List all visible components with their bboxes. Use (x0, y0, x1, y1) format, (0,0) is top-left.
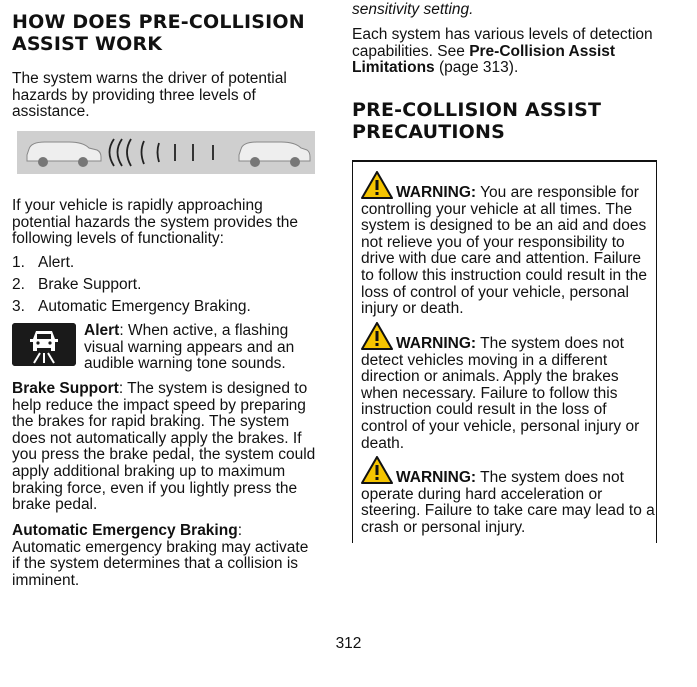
capabilities-paragraph: Each system has various levels of detection capabilities. See Pre-Collision Assist Limitations (page 313). (352, 26, 653, 77)
pre-collision-vehicles-illustration (17, 131, 315, 174)
levels-list (12, 252, 322, 318)
warning-3: WARNING: The system does not operate during hard acceleration or steering. Failure to take care may lead to a crash or personal injury. (361, 456, 656, 536)
top-fragment: sensitivity setting. (352, 1, 474, 18)
alert-description: Alert: When active, a flashing visual warning appears and an audible warning tone sounds. (84, 322, 295, 373)
list-item: 2. Brake Support. (12, 276, 142, 293)
aeb-term: Automatic Emergency Braking (12, 522, 238, 539)
warning-triangle-icon (361, 322, 393, 350)
warning-triangle-icon (361, 171, 393, 199)
limitations-link[interactable]: Pre-Collision Assist Limitations (352, 42, 616, 77)
levels-intro-paragraph: If your vehicle is rapidly approaching potential hazards the system provides the following levels of functionality: (12, 197, 299, 248)
section-heading-how-it-works: HOW DOES PRE-COLLISION ASSIST WORK (12, 11, 305, 55)
aeb-description: Automatic Emergency Braking: Automatic emergency braking may activate if the system determines that a collision is imminent. (12, 522, 309, 589)
list-item: 3. Automatic Emergency Braking. (12, 298, 251, 315)
warning-1: WARNING: You are responsible for controlling your vehicle at all times. The system is designed to be an aid and does not relieve you of your responsibility to drive with due care and attention. Failure to follow this instruction could result in the loss of control of your vehicle, personal injury or death. (361, 171, 656, 318)
collision-alert-icon (12, 323, 76, 366)
alert-term: Alert (84, 322, 120, 339)
brake-support-term: Brake Support (12, 380, 119, 397)
warnings-box (352, 160, 657, 543)
intro-paragraph: The system warns the driver of potential hazards by providing three levels of assistance. (12, 70, 287, 121)
list-item: 1. Alert. (12, 254, 75, 271)
warning-triangle-icon (361, 456, 393, 484)
warning-2: WARNING: The system does not detect vehicles moving in a different direction or animals. Apply the brakes when necessary. Failure to follow this instruction could result in the loss of control of your vehicle, personal injury or death. (361, 322, 656, 452)
section-heading-precautions: PRE-COLLISION ASSIST PRECAUTIONS (352, 99, 602, 143)
brake-support-description: Brake Support: The system is designed to help reduce the impact speed by preparing the brakes for rapid braking. The system does not automatically apply the brakes. If you press the brake pedal, the system could apply additional braking up to maximum braking force, even if you lightly press the brake pedal. (12, 380, 316, 514)
page-number: 312 (335, 635, 362, 652)
